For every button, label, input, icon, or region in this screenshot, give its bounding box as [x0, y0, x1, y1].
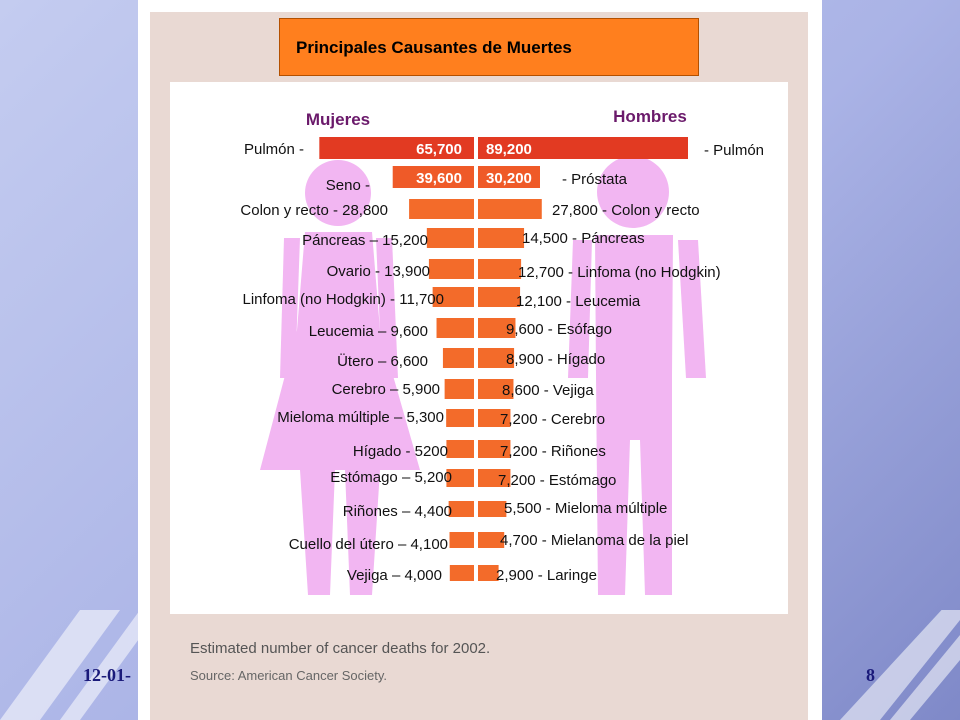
bar-women-10	[446, 440, 474, 458]
label-women-14: Vejiga – 4,000	[346, 567, 442, 584]
bar-value-women-1: 39,600	[416, 170, 462, 187]
bar-women-2	[409, 199, 474, 219]
bar-men-12	[478, 501, 506, 517]
chart-source: Source: American Cancer Society.	[190, 668, 388, 683]
bar-women-8	[445, 379, 474, 399]
bar-value-men-1: 30,200	[486, 170, 532, 187]
label-women-13: Cuello del útero – 4,100	[288, 536, 448, 553]
label-women-4: Ovario - 13,900	[326, 263, 430, 280]
label-men-10: 7,200 - Riñones	[500, 443, 606, 460]
label-men-2: 27,800 - Colon y recto	[552, 202, 700, 219]
label-women-3: Páncreas – 15,200	[302, 232, 428, 249]
legend-women: Mujeres	[305, 110, 371, 129]
bar-men-3	[478, 228, 524, 248]
bar-women-12	[449, 501, 474, 517]
label-women-10: Hígado - 5200	[352, 443, 448, 460]
label-women-9: Mieloma múltiple – 5,300	[277, 409, 444, 426]
label-men-4: 12,700 - Linfoma (no Hodgkin)	[518, 264, 721, 281]
label-women-0: Pulmón -	[243, 141, 304, 158]
label-men-6: 9,600 - Esófago	[506, 321, 612, 338]
bar-women-7	[443, 348, 474, 368]
bar-women-13	[450, 532, 474, 548]
label-women-7: Ütero – 6,600	[337, 353, 428, 370]
bar-women-3	[427, 228, 474, 248]
label-women-1: Seno -	[325, 177, 370, 194]
legend-men: Hombres	[613, 107, 687, 126]
slide-date: 12-01-	[83, 665, 131, 685]
label-men-5: 12,100 - Leucemia	[516, 293, 641, 310]
label-men-8: 8,600 - Vejiga	[502, 382, 594, 399]
label-men-7: 8,900 - Hígado	[506, 351, 606, 368]
label-women-11: Estómago – 5,200	[330, 469, 452, 486]
label-women-5: Linfoma (no Hodgkin) - 11,700	[242, 291, 444, 308]
label-men-1: - Próstata	[562, 171, 628, 188]
bar-women-9	[446, 409, 474, 427]
bar-women-6	[437, 318, 474, 338]
label-men-13: 4,700 - Mielanoma de la piel	[500, 532, 689, 549]
chart-caption: Estimated number of cancer deaths for 2002.	[190, 640, 491, 657]
bar-women-14	[450, 565, 474, 581]
label-women-12: Riñones – 4,400	[342, 503, 452, 520]
label-men-9: 7,200 - Cerebro	[500, 411, 606, 428]
label-men-3: 14,500 - Páncreas	[522, 230, 645, 247]
slide-page-number: 8	[866, 665, 875, 685]
bar-men-5	[478, 287, 520, 307]
chart-title-box	[279, 18, 699, 76]
bar-men-4	[478, 259, 521, 279]
label-women-6: Leucemia – 9,600	[308, 323, 428, 340]
bar-value-women-0: 65,700	[416, 141, 462, 158]
chart-title: Principales Causantes de Muertes	[296, 38, 572, 57]
label-men-14: 2,900 - Laringe	[496, 567, 597, 584]
label-men-0: - Pulmón	[704, 142, 765, 159]
man-arm-right-icon	[678, 240, 706, 378]
bar-men-2	[478, 199, 542, 219]
bar-women-4	[429, 259, 474, 279]
label-women-8: Cerebro – 5,900	[331, 381, 440, 398]
label-men-12: 5,500 - Mieloma múltiple	[504, 500, 668, 517]
label-women-2: Colon y recto - 28,800	[240, 202, 388, 219]
body-silhouettes	[260, 156, 706, 595]
bar-value-men-0: 89,200	[486, 141, 532, 158]
label-men-11: 7,200 - Estómago	[498, 472, 617, 489]
